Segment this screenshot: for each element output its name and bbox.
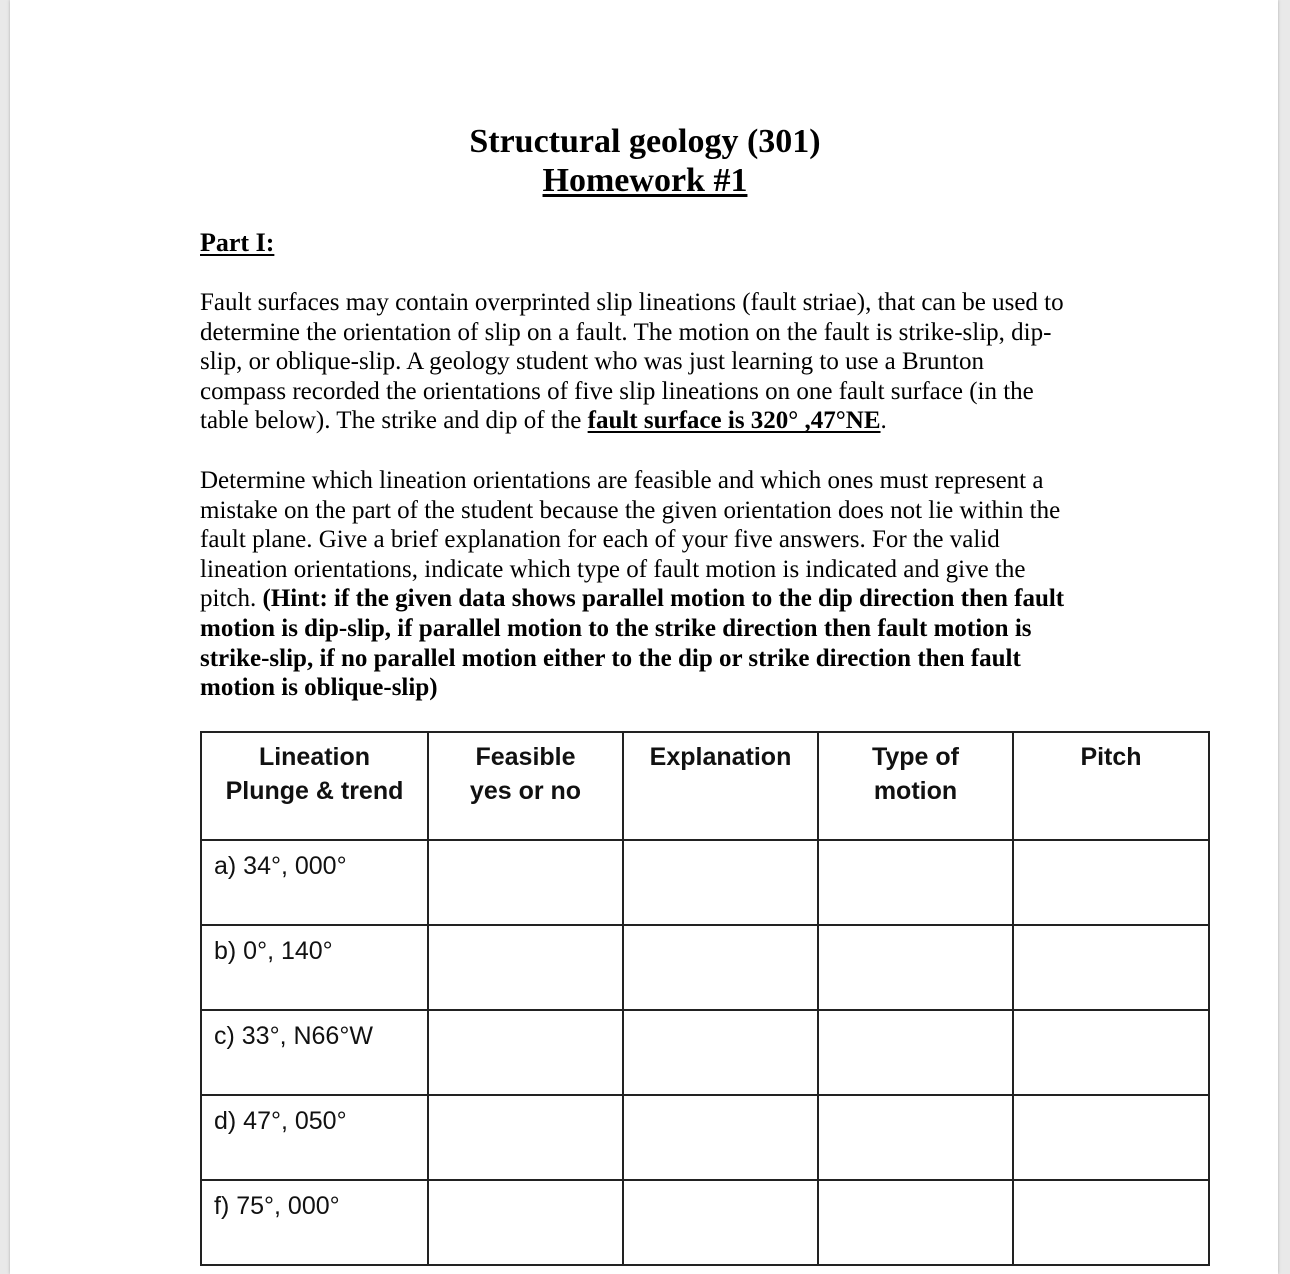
lineation-cell: d) 47°, 050° <box>201 1095 428 1180</box>
pitch-cell[interactable] <box>1013 1095 1209 1180</box>
header-line: yes or no <box>469 777 582 805</box>
line-text: table below). The strike and dip of the <box>200 407 588 435</box>
explanation-cell[interactable] <box>623 1095 818 1180</box>
table-row <box>201 1180 1209 1265</box>
header-line: Explanation <box>649 743 792 771</box>
line-text: pitch. <box>200 585 263 613</box>
pitch-cell[interactable] <box>1013 1010 1209 1095</box>
table-row <box>201 1010 1209 1095</box>
intro-paragraph <box>200 288 1100 436</box>
header-line: Lineation <box>258 743 371 771</box>
instructions-paragraph <box>200 466 1100 703</box>
lineation-table <box>200 731 1210 1266</box>
part-heading: Part I: <box>200 228 275 257</box>
pitch-cell[interactable] <box>1013 840 1209 925</box>
lineation-cell: c) 33°, N66°W <box>201 1010 428 1095</box>
table-header-row <box>201 732 1209 840</box>
hint-text: (Hint: if the given data shows parallel motion to the dip direction then fault <box>262 585 1065 613</box>
explanation-cell[interactable] <box>623 1010 818 1095</box>
hint-line: motion is oblique-slip) <box>200 674 438 702</box>
hint-line: motion is dip-slip, if parallel motion to the strike direction then fault motion is <box>200 614 1032 642</box>
homework-label: Homework #1 <box>542 162 748 199</box>
document-title: Structural geology (301) <box>469 123 821 160</box>
feasible-cell[interactable] <box>428 925 623 1010</box>
paragraph-line: Fault surfaces may contain overprinted slip lineations (fault striae), that can be used to <box>200 289 1064 316</box>
paragraph-line: slip, or oblique-slip. A geology student who was just learning to use a Brunton <box>200 348 984 376</box>
header-feasible <box>428 732 623 840</box>
feasible-cell[interactable] <box>428 1095 623 1180</box>
motion-type-cell[interactable] <box>818 840 1013 925</box>
paragraph-line: compass recorded the orientations of five slip lineations on one fault surface (in the <box>200 377 1034 405</box>
feasible-cell[interactable] <box>428 1180 623 1265</box>
paragraph-line: determine the orientation of slip on a fault. The motion on the fault is strike-slip, dip- <box>200 318 1052 346</box>
header-lineation <box>201 732 428 840</box>
paragraph-line: fault plane. Give a brief explanation for each of your five answers. For the valid <box>200 526 1000 554</box>
header-type-of-motion <box>818 732 1013 840</box>
header-line: Feasible <box>475 743 576 771</box>
lineation-cell: f) 75°, 000° <box>201 1180 428 1265</box>
explanation-cell[interactable] <box>623 1180 818 1265</box>
table-row <box>201 1095 1209 1180</box>
header-pitch <box>1013 732 1209 840</box>
table-row <box>201 840 1209 925</box>
motion-type-cell[interactable] <box>818 925 1013 1010</box>
header-line: Type of <box>871 743 960 771</box>
paragraph-line: Determine which lineation orientations are feasible and which ones must represent a <box>200 467 1044 494</box>
feasible-cell[interactable] <box>428 1010 623 1095</box>
paragraph-line <box>200 406 1100 436</box>
explanation-cell[interactable] <box>623 925 818 1010</box>
header-explanation <box>623 732 818 840</box>
pitch-cell[interactable] <box>1013 925 1209 1010</box>
fault-surface-orientation: fault surface is 320° ,47°NE <box>587 407 881 435</box>
motion-type-cell[interactable] <box>818 1180 1013 1265</box>
paragraph-line <box>200 584 1100 614</box>
document-subtitle <box>0 161 1290 201</box>
lineation-cell: b) 0°, 140° <box>201 925 428 1010</box>
motion-type-cell[interactable] <box>818 1095 1013 1180</box>
table-row <box>201 925 1209 1010</box>
header-line: motion <box>873 777 958 805</box>
lineation-cell: a) 34°, 000° <box>201 840 428 925</box>
line-text: . <box>880 407 887 435</box>
explanation-cell[interactable] <box>623 840 818 925</box>
motion-type-cell[interactable] <box>818 1010 1013 1095</box>
feasible-cell[interactable] <box>428 840 623 925</box>
header-line: Pitch <box>1080 743 1142 771</box>
paragraph-line: lineation orientations, indicate which type of fault motion is indicated and give the <box>200 555 1026 583</box>
header-line: Plunge & trend <box>225 777 404 805</box>
hint-line: strike-slip, if no parallel motion either to the dip or strike direction then fault <box>200 644 1021 672</box>
paragraph-line: mistake on the part of the student because the given orientation does not lie within the <box>200 496 1061 524</box>
pitch-cell[interactable] <box>1013 1180 1209 1265</box>
